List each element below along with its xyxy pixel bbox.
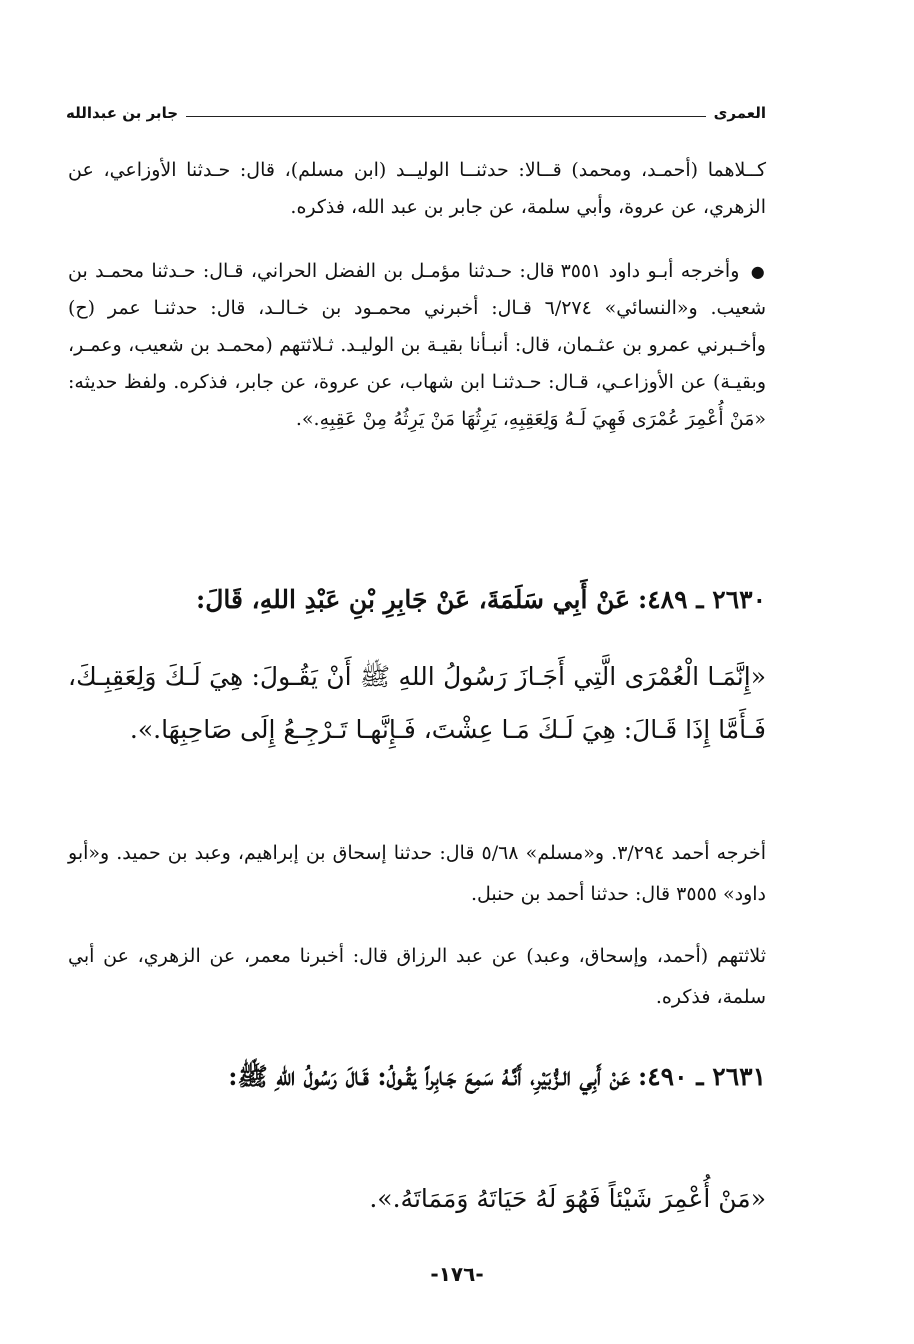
bullet-icon: ● <box>750 262 767 281</box>
paragraph-1: كــلاهما (أحمـد، ومحمد) قــالا: حدثنــا الوليــد (ابن مسلم)، قال: حـدثنا الأوزاعي، عن الزهري، عن عروة، وأبي سلمة، عن جابر بن عبد الله، فذكره. <box>68 159 766 218</box>
hadith-2631-isnad: عَنْ أَبِي الـزُّبَيْرِ، أَنَّـهُ سَمِعَ جَـابِراً يَقُـولُ: قَـالَ رَسُولُ اللهِ ﷺ: <box>228 1062 631 1091</box>
header-rule <box>186 116 706 117</box>
header-chapter-name: جابر بن عبدالله <box>66 104 179 122</box>
page-number: -١٧٦- <box>430 1262 484 1286</box>
paragraph-2 <box>68 253 766 438</box>
paragraph-4: ثلاثتهم (أحمد، وإسحاق، وعبد) عن عبد الرزاق قال: أخبرنا معمر، عن الزهري، عن أبي سلمة، فذكره. <box>68 945 766 1008</box>
hadith-2631-text: «مَنْ أُعْمِرَ شَيْئاً فَهُوَ لَهُ حَيَاتَهُ وَمَمَاتَهُ.». <box>369 1184 766 1213</box>
header-section-title: العمرى <box>713 104 766 122</box>
paragraph-2-text: وأخرجه أبـو داود ٣٥٥١ قال: حـدثنا مؤمـل بن الفضل الحراني، قـال: حـدثنا محمـد بن شعيب. و«النسائي» ٦/٢٧٤ قـال: أخبرني محمـود بن خـالـد، قال: حدثنـا عمر (ح) وأخـبرني عمرو بن عثـمان، قال: أنبـأنا بقيـة بن الوليـد. ثـلاثتهم (محمـد بن شعيب، وعمـر، وبقيـة) عن الأوزاعـي، قـال: حـدثنـا ابن شهاب، عن عروة، عن جابر، فذكره. ولفظ حديثه: «مَنْ أُعْمِرَ عُمْرَى فَهِيَ لَـهُ وَلِعَقِبِهِ، يَرِثُهَا مَنْ يَرِثُهُ مِنْ عَقِبِهِ.». <box>68 260 767 430</box>
hadith-2631 <box>68 1050 766 1103</box>
hadith-2630-number: ٢٦٣٠ ـ ٤٨٩: <box>638 585 766 614</box>
hadith-2630-text: «إِنَّمَـا الْعُمْرَى الَّتِي أَجَـازَ رَسُولُ اللهِ ﷺ أَنْ يَقُـولَ: هِيَ لَـكَ وَلِعَقِبِـكَ، فَـأَمَّا إِذَا قَـالَ: هِيَ لَـكَ مَـا عِشْتَ، فَـإِنَّهـا تَـرْجِـعُ إِلَى صَاحِبِهَا.». <box>68 662 766 744</box>
hadith-2630-isnad: عَنْ أَبِي سَلَمَةَ، عَنْ جَابِرِ بْنِ عَبْدِ اللهِ، قَالَ: <box>195 585 631 614</box>
hadith-2630 <box>68 573 766 626</box>
running-header <box>66 100 766 126</box>
hadith-2631-number: ٢٦٣١ ـ ٤٩٠: <box>638 1062 766 1091</box>
paragraph-3: أخرجه أحمد ٣/٢٩٤. و«مسلم» ٥/٦٨ قال: حدثنا إسحاق بن إبراهيم، وعبد بن حميد. و«أبو داود» ٣٥٥٥ قال: حدثنا أحمد بن حنبل. <box>68 842 767 905</box>
